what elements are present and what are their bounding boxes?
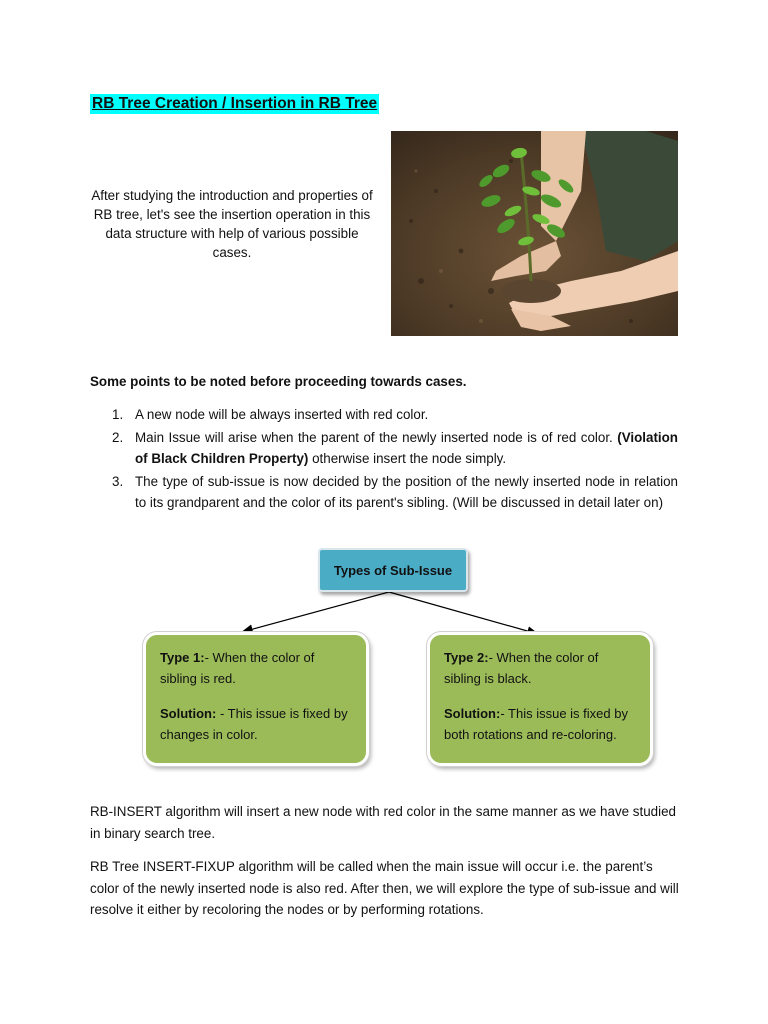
seedling-photo [391,131,678,336]
type1-node [143,632,369,766]
type1-desc: - When the color of sibling is red. [160,650,315,686]
type1-solution-text: - This issue is fixed by changes in color. [160,706,348,742]
type2-node [427,632,653,766]
list-number: 3. [112,473,124,489]
intro-text: After studying the introduction and properties of RB tree, let's see the insertion operation in this data structure with help of various possible cases. [91,188,373,260]
arrow-to-type1 [242,592,389,632]
type1-solution [160,703,352,745]
list-text: A new node will be always inserted with red color. [135,407,429,422]
insert-fixup-paragraph: RB Tree INSERT-FIXUP algorithm will be called when the main issue will occur i.e. the parent’s color of the newly inserted node is also red. After then, we will explore the type of sub-issue and will resolve it either by recoloring the nodes or by performing rotations. [90,859,679,917]
type2-solution-text: - This issue is fixed by both rotations and re-coloring. [444,706,628,742]
type1-label: Type 1: [160,650,205,665]
list-text: Main Issue will arise when the parent of the newly inserted node is of red color. [135,429,618,445]
list-text-bold: (Violation of Black Children Property) [135,429,678,466]
type1-solution-label: Solution: [160,706,217,721]
points-list [90,404,678,515]
type2-desc: - When the color of sibling is black. [444,650,599,686]
page-title: RB Tree Creation / Insertion in RB Tree [92,95,378,112]
arrow-to-type2 [389,592,538,634]
type2-solution [444,703,636,745]
list-item [90,427,678,470]
list-number: 2. [112,429,124,445]
list-text: otherwise insert the node simply. [308,451,507,466]
list-number: 1. [112,407,124,422]
list-item [90,471,678,514]
rb-insert-paragraph: RB-INSERT algorithm will insert a new node with red color in the same manner as we have studied in binary search tree. [90,804,676,841]
types-of-sub-issue-node: Types of Sub-Issue [318,548,468,592]
type2-solution-label: Solution: [444,706,501,721]
list-text: The type of sub-issue is now decided by the position of the newly inserted node in relation to its grandparent and the color of its parent's sibling. (Will be discussed in detail later on) [135,473,678,510]
list-item [90,404,678,426]
type2-label: Type 2: [444,650,489,665]
type1-description [160,647,352,689]
type2-description [444,647,636,689]
points-heading: Some points to be noted before proceeding towards cases. [90,374,467,389]
